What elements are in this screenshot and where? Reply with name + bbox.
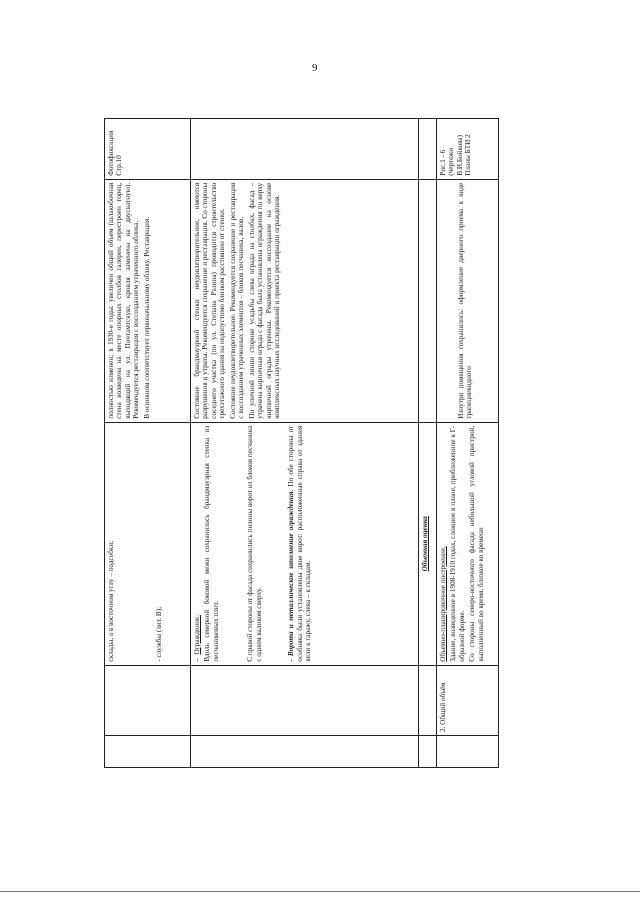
table-row	[437, 119, 499, 768]
condition-text: Изнутри помещения сохранились: оформление дверного проема в виде трапециевидного	[457, 182, 474, 419]
description-text: По обе стороны от особняка были установлены двое ворот: расположенные справа от здания вели к гаражу, слева – к складам.	[287, 425, 313, 662]
page-number: 9	[312, 62, 318, 74]
cell-condition	[105, 179, 191, 422]
cell-number	[437, 736, 499, 768]
fence-heading: Ограждение.	[193, 615, 201, 655]
cell-object	[191, 665, 419, 735]
condition-text: Состояние неудовлетворительное. Рекомендуется сохранение и реставрация с воссозданием утраченных элементов – блоков песчаника, валов.	[228, 182, 246, 419]
description-text: Вдоль северной боковой межи сохранилась брандмауэрная стенка из песчаниковых плит.	[203, 425, 220, 662]
gates-heading: - Ворота и металлическое заполнение ограждения.	[287, 489, 296, 662]
condition-text: полностью изменен; в 1930-е годы: увеличен общий объем (шлакобочная стена возведена на месте опорных столбов галереи, перестроен торец, выходящий на ул. Почтамтскую, кровля заменена на двускатную). Рекомендуется реставрация с воссозданием утраченного облика.	[107, 182, 141, 419]
cell-condition	[419, 179, 437, 422]
table-row	[105, 119, 191, 768]
cell-reference	[105, 119, 191, 180]
cell-description: – Ограждение. Вдоль северной боковой межи сохранилась брандмауэрная стенка из песчаниковых плит. С правой стороны от фасада сохранились пилоны ворот из блоков песчаника с одним валиком сверху. - Ворота и металлическое заполнение ограждения. По обе стороны от особняка были установлены двое ворот: расположенные справа от здания вели к гаражу, слева – к складам.	[191, 422, 419, 665]
condition-text: Состояние брандмауэрной стенки неудовлетворительное, имеются разрушения и утраты. Рекомендуется сохранение и реставрация. Со стороны соседнего участка (по ул. Степана Разина) проводится строительство трехэтажного здания на недопустимо близком расстоянии от стенки.	[193, 182, 227, 419]
description-text: - службы (лит. В);	[155, 606, 164, 662]
description-text: С правой стороны от фасада сохранились пилоны ворот из блоков песчаника с одним валиком сверху.	[246, 425, 263, 662]
assessment-table	[104, 118, 499, 768]
cell-number	[191, 736, 419, 768]
section-heading: Объемная оценка	[421, 516, 429, 572]
reference-text: Рис.1 - 6 (чертежи В.И.Бойкова) Планы БТИ 2	[439, 134, 473, 176]
cell-reference	[191, 119, 419, 180]
reference-text: Фотофиксация Стр.10	[107, 130, 124, 176]
page-bottom-rule	[0, 891, 640, 892]
cell-description	[437, 422, 499, 665]
table-row	[419, 119, 437, 768]
cell-number	[419, 736, 437, 768]
condition-text: По уличной линии стороне усадьбы слева ограда на столбах, фасад – утрачена кирпичная ограда с фасада была установлена ограждения по верху кирпичной ограды утрачены. Рекомендуется воссоздание на основе комплексных научных исследований и проекта реставрации ограждения.	[247, 182, 282, 419]
table-row	[191, 119, 419, 768]
volume-heading: Объемно-планировочное построение.	[439, 546, 447, 662]
cell-reference	[419, 119, 437, 180]
cell-section-heading	[419, 422, 437, 665]
rotated-table-sheet	[104, 118, 498, 768]
condition-text: В основном соответствует первоначальному облику. Реставрация.	[142, 216, 151, 419]
cell-condition	[437, 179, 499, 422]
description-text: Здание, возведенное в 1908-1910 годах, сложное в плане, приближенное к Г-образной форме.	[449, 425, 466, 662]
cell-object	[437, 665, 499, 735]
description-text: Со стороны северо-восточного фасада небольшой угловой пристрой, выполненный во время, близкое ко времени	[468, 425, 485, 662]
cell-object	[419, 665, 437, 735]
cell-condition	[191, 179, 419, 422]
cell-reference	[437, 119, 499, 180]
cell-object	[105, 665, 191, 735]
description-text: склады, а в восточном углу – подсобки;	[107, 540, 115, 662]
cell-description	[105, 422, 191, 665]
object-label: 2. Общий объём	[439, 682, 447, 733]
cell-number	[105, 736, 191, 768]
